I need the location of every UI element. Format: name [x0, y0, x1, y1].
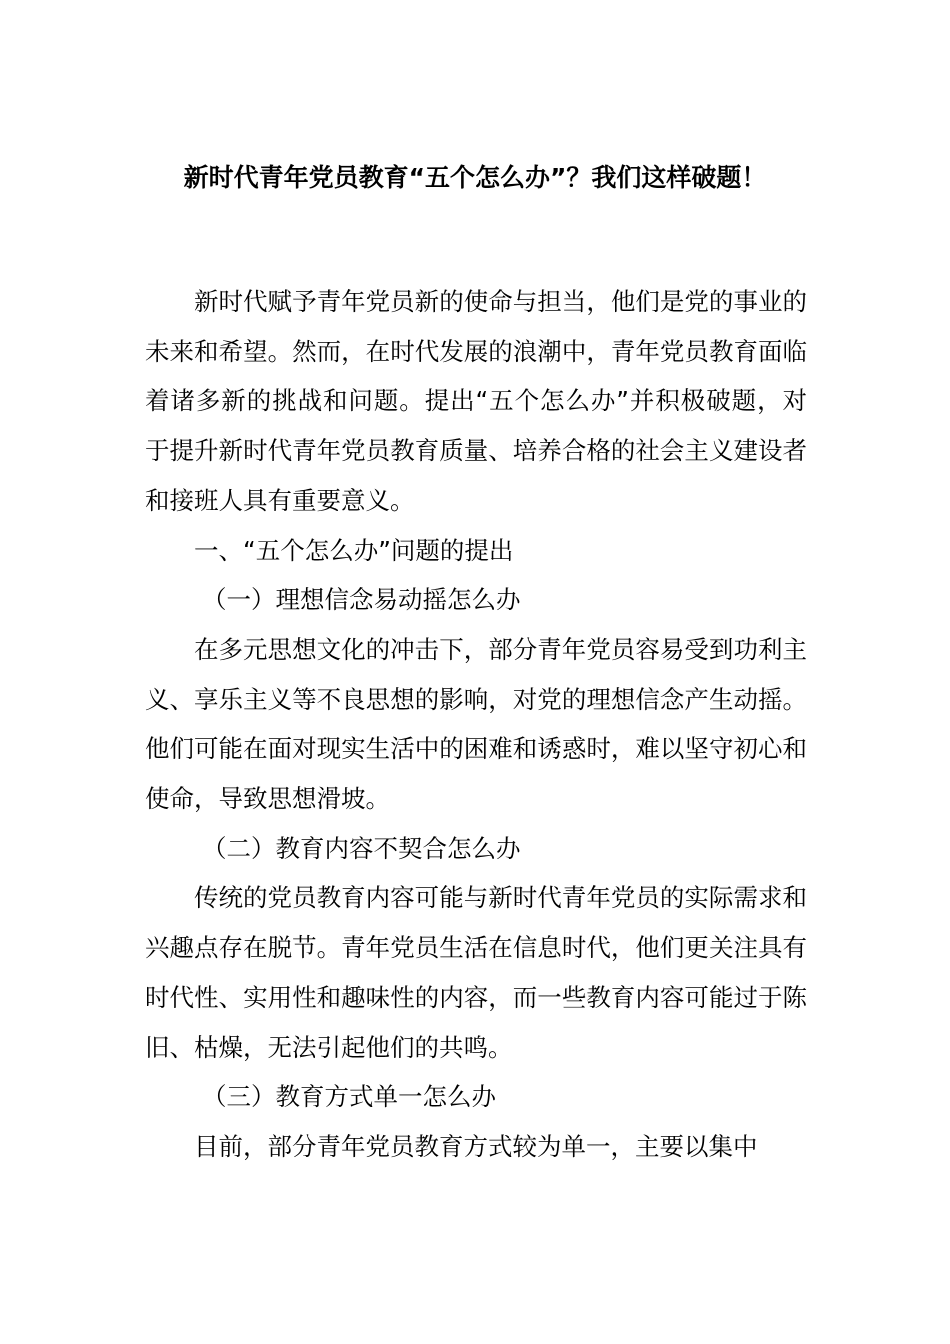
subsection-heading-1: （一）理想信念易动摇怎么办	[202, 585, 521, 615]
body-paragraph-2: 传统的党员教育内容可能与新时代青年党员的实际需求和兴趣点存在脱节。青年党员生活在信息时代，他们更关注具有时代性、实用性和趣味性的内容，而一些教育内容可能过于陈旧、枯燥，无法引起他们的共鸣。	[145, 883, 807, 1062]
subsection-heading-3: （三）教育方式单一怎么办	[202, 1082, 496, 1112]
document-title: 新时代青年党员教育“五个怎么办”？我们这样破题！	[183, 163, 767, 192]
section-heading: 一、“五个怎么办”问题的提出	[194, 535, 514, 565]
body-paragraph-1: 在多元思想文化的冲击下，部分青年党员容易受到功利主义、享乐主义等不良思想的影响，对党的理想信念产生动摇。他们可能在面对现实生活中的困难和诱惑时，难以坚守初心和使命，导致思想滑坡。	[145, 634, 807, 814]
document-body	[145, 277, 807, 1172]
intro-paragraph: 新时代赋予青年党员新的使命与担当，他们是党的事业的未来和希望。然而，在时代发展的浪潮中，青年党员教育面临着诸多新的挑战和问题。提出“五个怎么办”并积极破题，对于提升新时代青年党员教育质量、培养合格的社会主义建设者和接班人具有重要意义。	[145, 287, 807, 515]
body-paragraph-3: 目前，部分青年党员教育方式较为单一，主要以集中	[194, 1131, 758, 1161]
subsection-heading-2: （二）教育内容不契合怎么办	[202, 833, 521, 863]
